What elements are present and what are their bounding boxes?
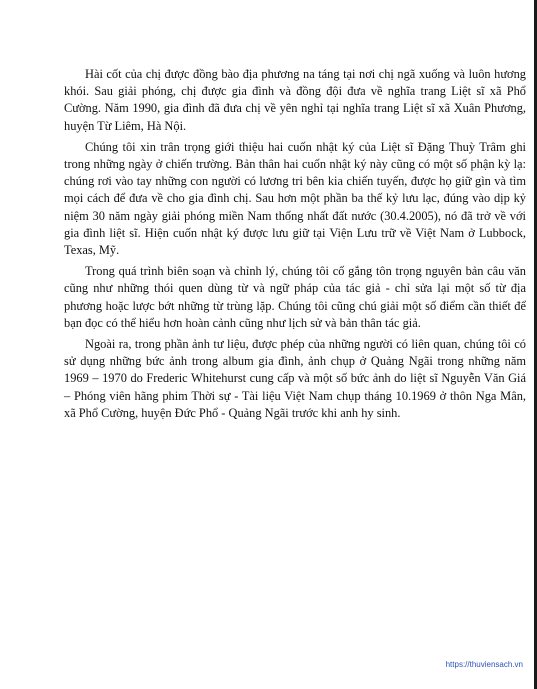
paragraph-burial: Hài cốt của chị được đồng bào địa phương na táng tại nơi chị ngã xuống và luôn hương khói. Sau giải phóng, chị được gia đình và đồng đội đưa về nghĩa trang Liệt sĩ xã Phổ Cường. Năm 1990, gia đình đã đưa chị về yên nghỉ tại nghĩa trang Liệt sĩ xã Xuân Phương, huyện Từ Liêm, Hà Nội. [64,67,526,133]
document-body [64,66,526,426]
paragraph-diaries-intro: Chúng tôi xin trân trọng giới thiệu hai cuốn nhật ký của Liệt sĩ Đặng Thuỳ Trâm ghi trong những ngày ở chiến trường. Bản thân hai cuốn nhật ký này cũng có một số phận kỳ lạ: chúng rơi vào tay những con người có lương tri bên kia chiến tuyến, được họ giữ gìn và tìm mọi cách để đưa về cho gia đình chị. Sau hơn một phần ba thế kỷ lưu lạc, đúng vào dịp kỷ niệm 30 năm ngày giải phóng miền Nam thống nhất đất nước (30.4.2005), nó đã trở về với gia đình liệt sĩ. Hiện cuốn nhật ký được lưu giữ tại Viện Lưu trữ về Việt Nam ở Lubbock, Texas, Mỹ. [64,139,526,258]
paragraph-photo-sources: Ngoài ra, trong phần ảnh tư liệu, được phép của những người có liên quan, chúng tôi có sử dụng những bức ảnh trong album gia đình, ảnh chụp ở Quảng Ngãi trong những năm 1969 – 1970 do Frederic Whitehurst cung cấp và một số bức ảnh do liệt sĩ Nguyễn Văn Giá – Phóng viên hãng phim Thời sự - Tài liệu Việt Nam chụp tháng 10.1969 ở thôn Nga Mân, xã Phổ Cường, huyện Đức Phổ - Quảng Ngãi trước khi anh hy sinh. [64,337,526,420]
footer-source-link[interactable]: https://thuviensach.vn [445,660,523,669]
paragraph-editing-note: Trong quá trình biên soạn và chỉnh lý, chúng tôi cố gắng tôn trọng nguyên bản câu văn cũng như những thói quen dùng từ và ngữ pháp của tác giả - chỉ sửa lại một số từ địa phương hoặc lược bớt những từ trùng lặp. Chúng tôi cũng chú giải một số điểm cần thiết để bạn đọc có thể hiểu hơn hoàn cảnh cũng như lịch sử và bản thân tác giả. [64,264,526,330]
